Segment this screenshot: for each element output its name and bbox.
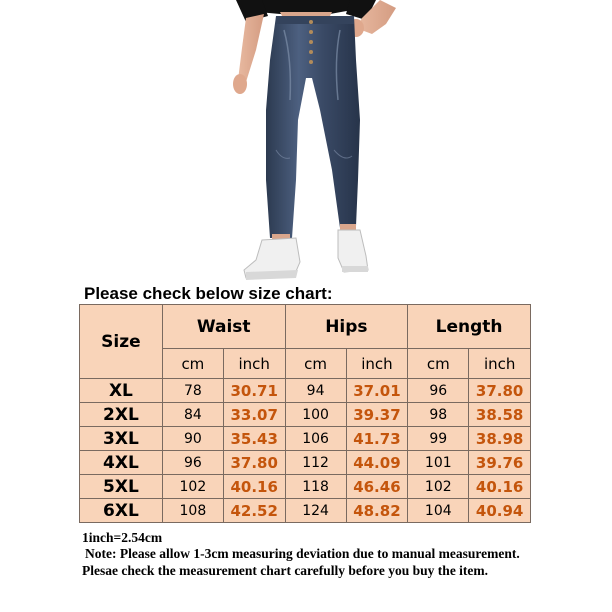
size-label: 3XL — [80, 427, 163, 451]
table-row — [80, 451, 531, 475]
hips-cm-value: 94 — [285, 379, 346, 403]
hips-inch-value: 41.73 — [346, 427, 408, 451]
size-label: 6XL — [80, 499, 163, 523]
table-group-header-row — [80, 305, 531, 349]
length-cm-value: 99 — [408, 427, 469, 451]
waist-cm-value: 96 — [162, 451, 223, 475]
waist-inch-value: 42.52 — [223, 499, 285, 523]
length-cm-value: 104 — [408, 499, 469, 523]
length-inch-value: 39.76 — [469, 451, 531, 475]
waist-cm-value: 78 — [162, 379, 223, 403]
table-row — [80, 475, 531, 499]
length-cm-value: 102 — [408, 475, 469, 499]
waist-inch-value: 40.16 — [223, 475, 285, 499]
hips-inch-value: 44.09 — [346, 451, 408, 475]
hips-inch-value: 48.82 — [346, 499, 408, 523]
size-label: 5XL — [80, 475, 163, 499]
unit-header-waist-inch: inch — [223, 349, 285, 379]
hips-cm-value: 124 — [285, 499, 346, 523]
size-label: 2XL — [80, 403, 163, 427]
table-row — [80, 379, 531, 403]
unit-conversion-note: 1inch=2.54cm — [82, 530, 163, 545]
leggings-model-image — [0, 0, 612, 282]
table-row — [80, 427, 531, 451]
waist-cm-value: 108 — [162, 499, 223, 523]
waist-inch-value: 37.80 — [223, 451, 285, 475]
length-inch-value: 37.80 — [469, 379, 531, 403]
unit-header-length-inch: inch — [469, 349, 531, 379]
waist-inch-value: 30.71 — [223, 379, 285, 403]
size-notes — [82, 530, 602, 579]
waist-cm-value: 90 — [162, 427, 223, 451]
hips-cm-value: 118 — [285, 475, 346, 499]
unit-header-waist-cm: cm — [162, 349, 223, 379]
hips-cm-value: 112 — [285, 451, 346, 475]
table-row — [80, 499, 531, 523]
length-group-header: Length — [408, 305, 531, 349]
unit-header-hips-cm: cm — [285, 349, 346, 379]
size-label: 4XL — [80, 451, 163, 475]
hips-inch-value: 39.37 — [346, 403, 408, 427]
hips-cm-value: 100 — [285, 403, 346, 427]
size-chart-title: Please check below size chart: — [84, 284, 333, 303]
length-inch-value: 40.94 — [469, 499, 531, 523]
hips-cm-value: 106 — [285, 427, 346, 451]
deviation-note: Note: Please allow 1-3cm measuring deviation due to manual measurement. — [85, 546, 520, 561]
length-cm-value: 101 — [408, 451, 469, 475]
unit-header-hips-inch: inch — [346, 349, 408, 379]
length-cm-value: 96 — [408, 379, 469, 403]
size-column-header: Size — [80, 305, 163, 379]
length-inch-value: 40.16 — [469, 475, 531, 499]
length-inch-value: 38.58 — [469, 403, 531, 427]
waist-inch-value: 35.43 — [223, 427, 285, 451]
length-cm-value: 98 — [408, 403, 469, 427]
size-chart-table — [79, 304, 531, 523]
waist-cm-value: 84 — [162, 403, 223, 427]
size-label: XL — [80, 379, 163, 403]
unit-header-length-cm: cm — [408, 349, 469, 379]
waist-group-header: Waist — [162, 305, 285, 349]
waist-cm-value: 102 — [162, 475, 223, 499]
hips-group-header: Hips — [285, 305, 408, 349]
check-chart-note: Plesae check the measurement chart carefully before you buy the item. — [82, 563, 489, 578]
table-row — [80, 403, 531, 427]
waist-inch-value: 33.07 — [223, 403, 285, 427]
hips-inch-value: 46.46 — [346, 475, 408, 499]
length-inch-value: 38.98 — [469, 427, 531, 451]
hips-inch-value: 37.01 — [346, 379, 408, 403]
product-photo — [0, 0, 612, 282]
